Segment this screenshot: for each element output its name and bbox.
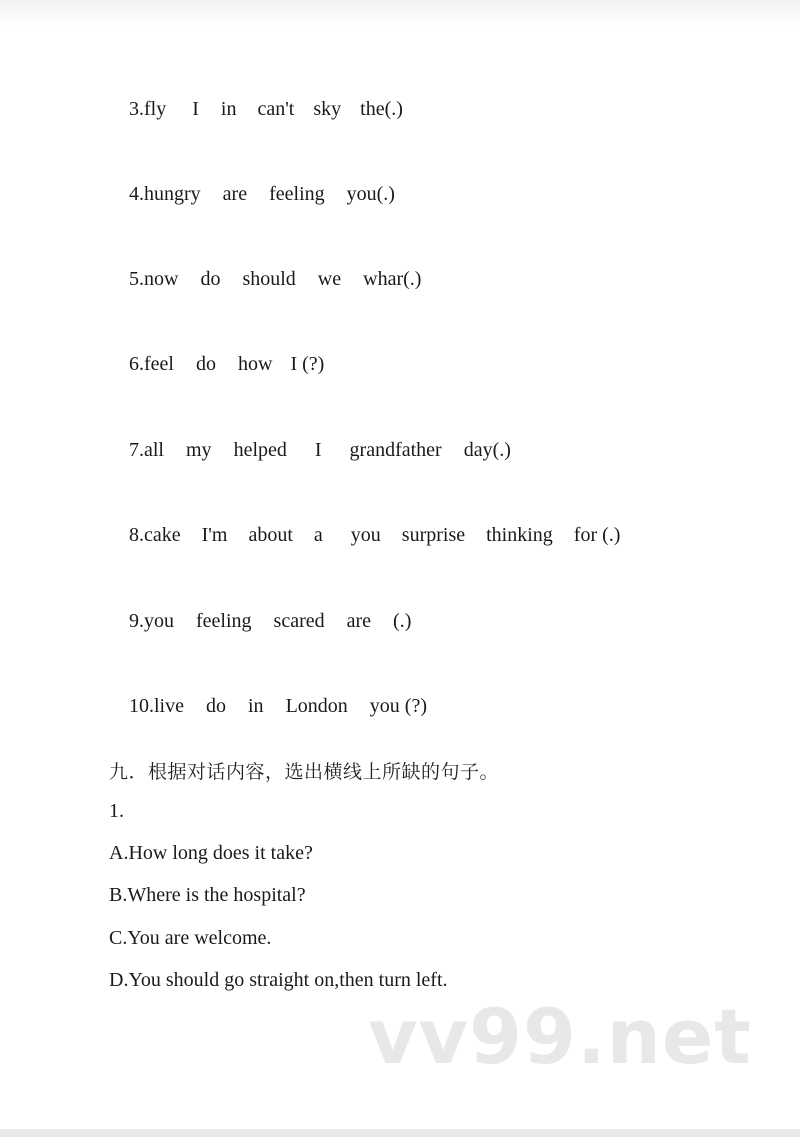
word: scared xyxy=(273,610,325,632)
word: surprise xyxy=(401,524,466,546)
watermark: vv99.net xyxy=(368,992,752,1081)
word: now xyxy=(144,268,179,290)
exercise-number: 7. xyxy=(129,439,144,461)
word: feeling xyxy=(269,183,325,205)
word: for (.) xyxy=(573,524,621,546)
word: you xyxy=(350,524,381,546)
word: live xyxy=(154,695,184,717)
word: about xyxy=(248,524,293,546)
section-title: 九．根据对话内容，选出横线上所缺的句子。 xyxy=(109,761,500,783)
exercise-8 xyxy=(109,499,620,571)
word: whar(.) xyxy=(363,268,422,290)
word: I'm xyxy=(201,524,228,546)
word: you xyxy=(144,610,174,632)
word: how xyxy=(237,353,273,375)
word: my xyxy=(186,439,212,461)
exercise-number: 10. xyxy=(129,695,154,717)
exercise-number: 9. xyxy=(129,610,144,632)
word: in xyxy=(220,98,237,120)
word: (.) xyxy=(393,610,412,632)
word: do xyxy=(206,695,226,717)
page-top-shadow xyxy=(0,0,800,30)
option-c: C.You are welcome. xyxy=(109,927,272,949)
word: thinking xyxy=(486,524,553,546)
word: are xyxy=(346,610,372,632)
exercise-number: 4. xyxy=(129,183,144,205)
exercise-6 xyxy=(109,328,324,400)
option-a: A.How long does it take? xyxy=(109,842,313,864)
word: hungry xyxy=(144,183,201,205)
word: sky xyxy=(313,98,342,120)
word: you(.) xyxy=(346,183,395,205)
exercise-number: 3. xyxy=(129,98,144,120)
word: cake xyxy=(144,524,181,546)
page-bottom-edge xyxy=(0,1129,800,1137)
exercise-9 xyxy=(109,585,411,657)
word: grandfather xyxy=(349,439,442,461)
exercise-10 xyxy=(109,670,427,742)
word: do xyxy=(200,268,221,290)
exercise-number: 6. xyxy=(129,353,144,375)
exercise-3 xyxy=(109,73,403,145)
word: all xyxy=(144,439,164,461)
word: in xyxy=(248,695,264,717)
question-number: 1. xyxy=(109,800,124,822)
option-b: B.Where is the hospital? xyxy=(109,884,306,906)
word: the(.) xyxy=(360,98,403,120)
exercise-7 xyxy=(109,414,511,486)
word: helped xyxy=(233,439,287,461)
word: we xyxy=(317,268,342,290)
word: do xyxy=(195,353,216,375)
word: I xyxy=(314,439,322,461)
word: London xyxy=(285,695,348,717)
word: you (?) xyxy=(369,695,427,717)
exercise-number: 8. xyxy=(129,524,144,546)
word: are xyxy=(222,183,248,205)
exercise-number: 5. xyxy=(129,268,144,290)
word: day(.) xyxy=(463,439,511,461)
word: can't xyxy=(257,98,295,120)
word: I (?) xyxy=(290,353,325,375)
word: fly xyxy=(144,98,167,120)
word: I xyxy=(192,98,199,120)
word: a xyxy=(313,524,323,546)
word: feel xyxy=(144,353,174,375)
word: feeling xyxy=(196,610,252,632)
exercise-5 xyxy=(109,243,421,315)
exercise-4 xyxy=(109,158,395,230)
option-d: D.You should go straight on,then turn left. xyxy=(109,969,448,991)
word: should xyxy=(242,268,296,290)
